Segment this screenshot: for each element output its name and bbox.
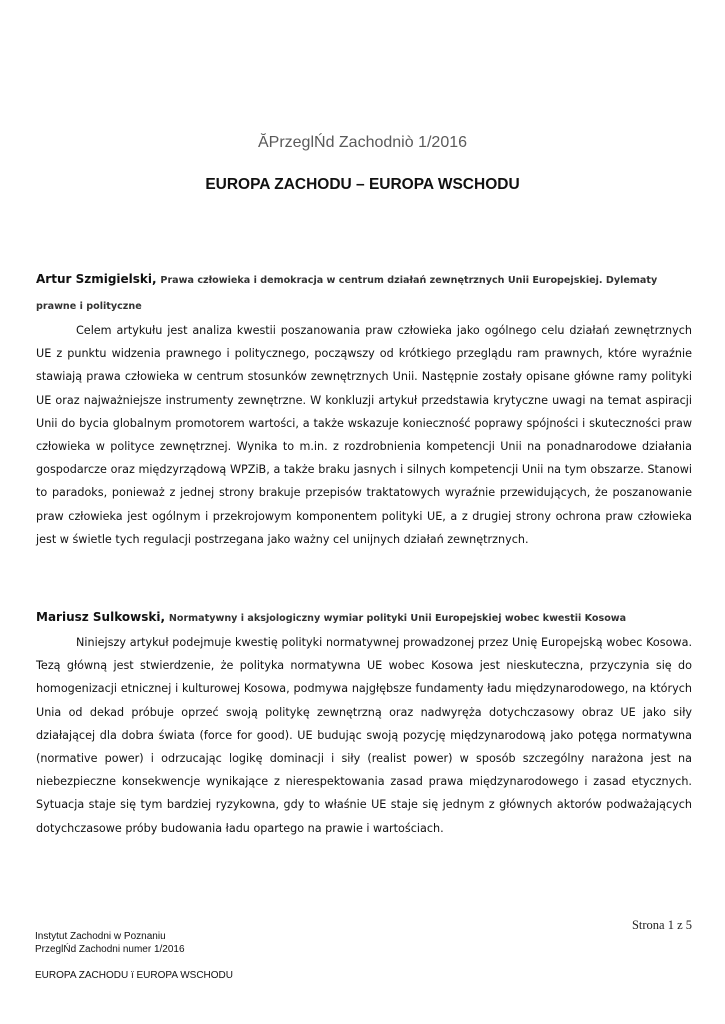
- footer-institute: Instytut Zachodni w Poznaniu: [35, 931, 166, 942]
- article-sulkowski: [36, 605, 692, 840]
- issue-title: EUROPA ZACHODU – EUROPA WSCHODU: [205, 176, 520, 193]
- footer-issue: PrzeglŃd Zachodni numer 1/2016: [35, 944, 185, 955]
- article-abstract: Niniejszy artykuł podejmuje kwestię polityki normatywnej prowadzonej przez Unię Europejską wobec Kosowa. Tezą główną jest stwierdzenie, że polityka normatywna UE wobec Kosowa jest nieskuteczna, przyczynia się do homogenizacji etnicznej i kulturowej Kosowa, podmywa najgłębsze fundamenty ładu międzynarodowego, na których Unia od dekad próbuje oprzeć swoją politykę zewnętrzną oraz nadwyręża dotychczasowy obraz UE jako siły działającej dla dobra świata (force for good). UE budując swoją pozycję międzynarodową jako potęga normatywna (normative power) i odrzucając logikę dominacji i siły (realist power) w sposób szczególny narażona jest na niebezpieczne konsekwencje wynikające z nierespektowania zasad prawa międzynarodowego i zasad etycznych. Sytuacja staje się tym bardziej ryzykowna, gdy to właśnie UE staje się jednym z głównych aktorów podważających dotychczasowe próby budowania ładu opartego na prawie i wartościach.: [36, 636, 692, 835]
- article-author: Mariusz Sulkowski,: [36, 610, 165, 624]
- footer-title: EUROPA ZACHODU ï EUROPA WSCHODU: [35, 970, 233, 981]
- article-szmigielski: [36, 267, 692, 551]
- article-heading: [36, 267, 692, 319]
- page-footer: [35, 930, 233, 982]
- page-number: Strona 1 z 5: [631, 918, 692, 932]
- footer-spacer: [35, 956, 233, 969]
- article-author: Artur Szmigielski,: [36, 272, 157, 286]
- article-heading: [36, 605, 692, 631]
- article-title: Normatywny i aksjologiczny wymiar polityki Unii Europejskiej wobec kwestii Kosowa: [168, 613, 627, 624]
- article-abstract: Celem artykułu jest analiza kwestii poszanowania praw człowieka jako ogólnego celu działań zewnętrznych UE z punktu widzenia prawnego i politycznego, począwszy od krótkiego przeglądu ram prawnych, które wyraźnie stawiają prawa człowieka w centrum stosunków zewnętrznych Unii. Następnie zostały opisane główne ramy polityki UE oraz najważniejsze instrumenty zewnętrzne. W konkluzji artykuł przedstawia krytyczne uwagi na temat aspiracji Unii do bycia globalnym promotorem wartości, a także wskazuje konieczność poprawy spójności i skuteczności praw człowieka w polityce zewnętrznej. Wynika to m.in. z rozdrobnienia kompetencji Unii na ponadnarodowe działania gospodarcze oraz międzyrządową WPZiB, a także braku jasnych i silnych kompetencji Unii na tym obszarze. Stanowi to paradoks, ponieważ z jednej strony brakuje przepisów traktatowych wyraźnie przewidujących, że poszanowanie praw człowieka jest ogólnym i przekrojowym komponentem polityki UE, a z drugiej strony ochrona praw człowieka jest w świetle tych regulacji postrzegana jako ważny cel unijnych działań zewnętrznych.: [36, 324, 692, 546]
- article-title: Prawa człowieka i demokracja w centrum działań zewnętrznych Unii Europejskiej. Dylematy prawne i polityczne: [36, 275, 658, 312]
- journal-header: ĂPrzeglŃd Zachodniò 1/2016: [257, 134, 468, 151]
